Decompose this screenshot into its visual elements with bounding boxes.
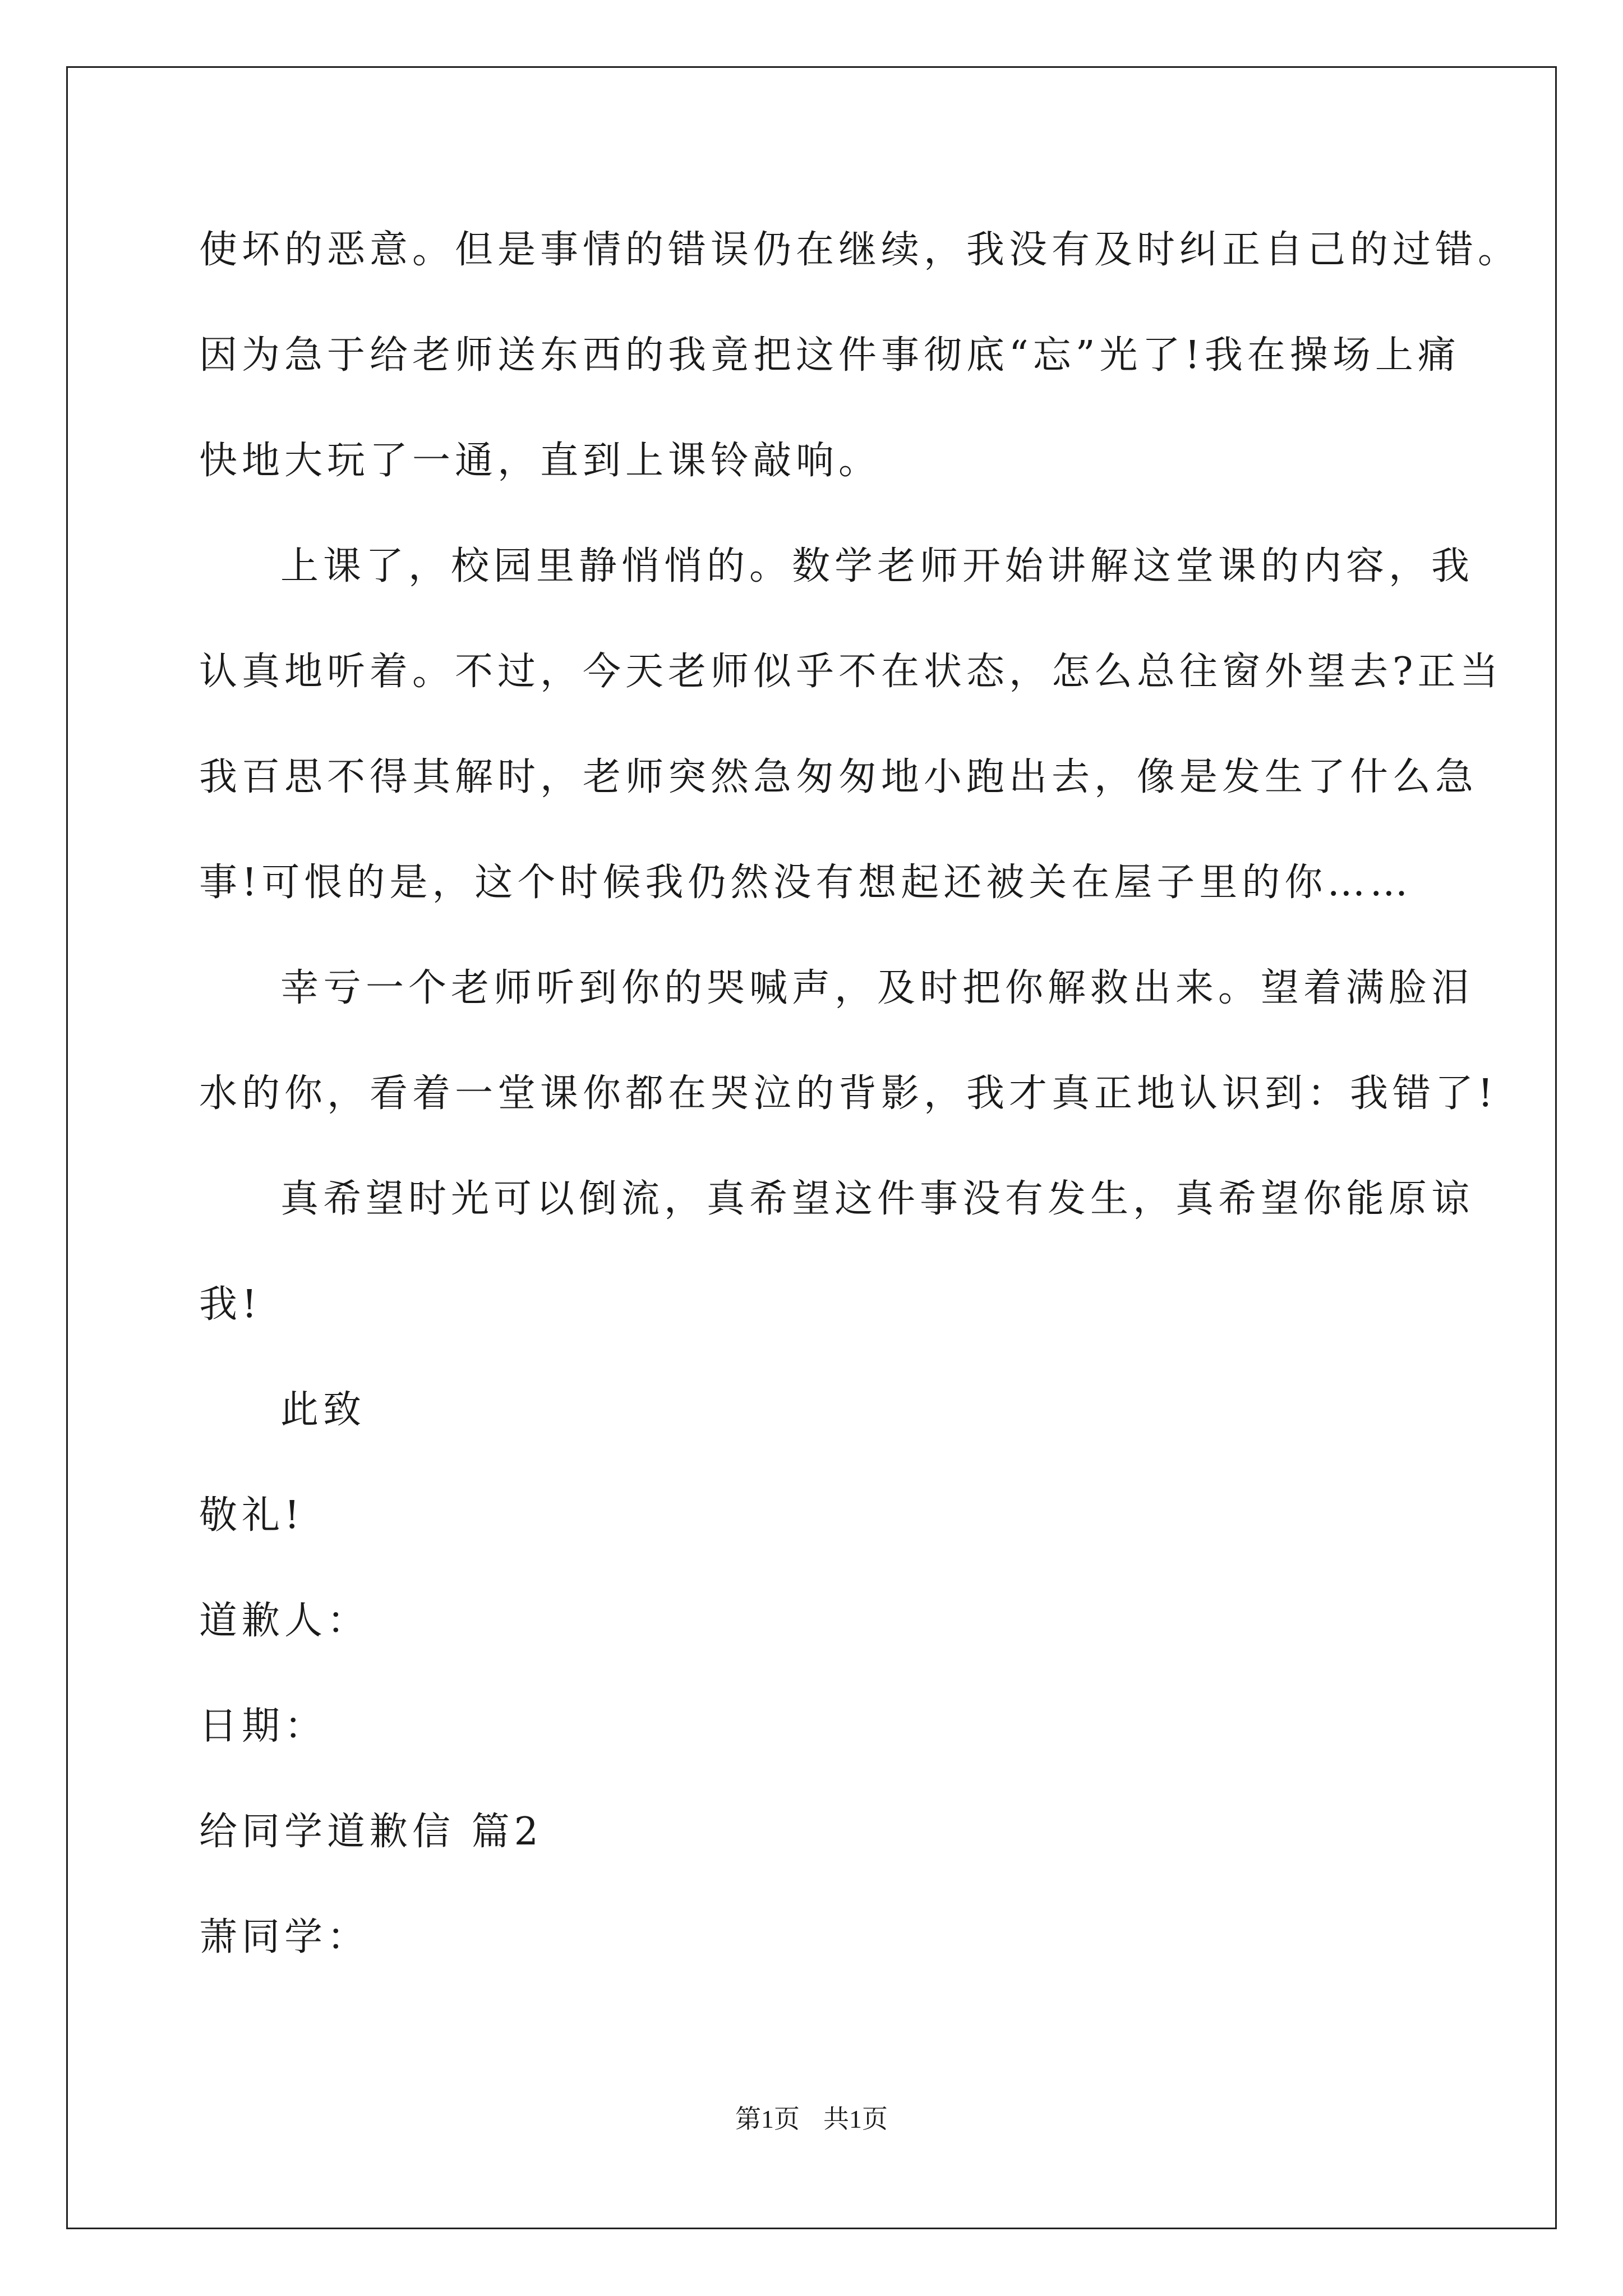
text-line: 因为急于给老师送东西的我竟把这件事彻底“忘”光了!我在操场上痛 bbox=[199, 333, 1460, 378]
page-number: 第1页 bbox=[735, 2105, 800, 2133]
page-footer bbox=[0, 2102, 1623, 2136]
text-line: 认真地听着。不过，今天老师似乎不在状态，怎么总往窗外望去?正当 bbox=[199, 650, 1503, 694]
text-line: 事!可恨的是，这个时候我仍然没有想起还被关在屋子里的你…… bbox=[199, 861, 1413, 905]
text-line: 使坏的恶意。但是事情的错误仍在继续，我没有及时纠正自己的过错。 bbox=[199, 228, 1521, 272]
closing-salutation: 此致 bbox=[280, 1388, 366, 1432]
text-line: 快地大玩了一通，直到上课铃敲响。 bbox=[199, 439, 882, 483]
recipient-greeting: 萧同学： bbox=[199, 1915, 370, 1959]
paragraph-start: 幸亏一个老师听到你的哭喊声，及时把你解救出来。望着满脸泪 bbox=[280, 966, 1474, 1010]
page-total: 共1页 bbox=[823, 2105, 888, 2133]
section-heading: 给同学道歉信 篇2 bbox=[199, 1810, 543, 1854]
closing-regards: 敬礼! bbox=[199, 1493, 305, 1538]
signature-label: 道歉人： bbox=[199, 1599, 370, 1643]
date-label: 日期： bbox=[199, 1704, 328, 1749]
text-line: 我! bbox=[199, 1282, 262, 1327]
paragraph-start: 真希望时光可以倒流，真希望这件事没有发生，真希望你能原谅 bbox=[280, 1177, 1474, 1221]
text-line: 我百思不得其解时，老师突然急匆匆地小跑出去，像是发生了什么急 bbox=[199, 755, 1478, 799]
paragraph-start: 上课了，校园里静悄悄的。数学老师开始讲解这堂课的内容，我 bbox=[280, 544, 1474, 588]
page-border bbox=[66, 66, 1557, 2229]
text-line: 水的你，看着一堂课你都在哭泣的背影，我才真正地认识到：我错了! bbox=[199, 1071, 1498, 1116]
